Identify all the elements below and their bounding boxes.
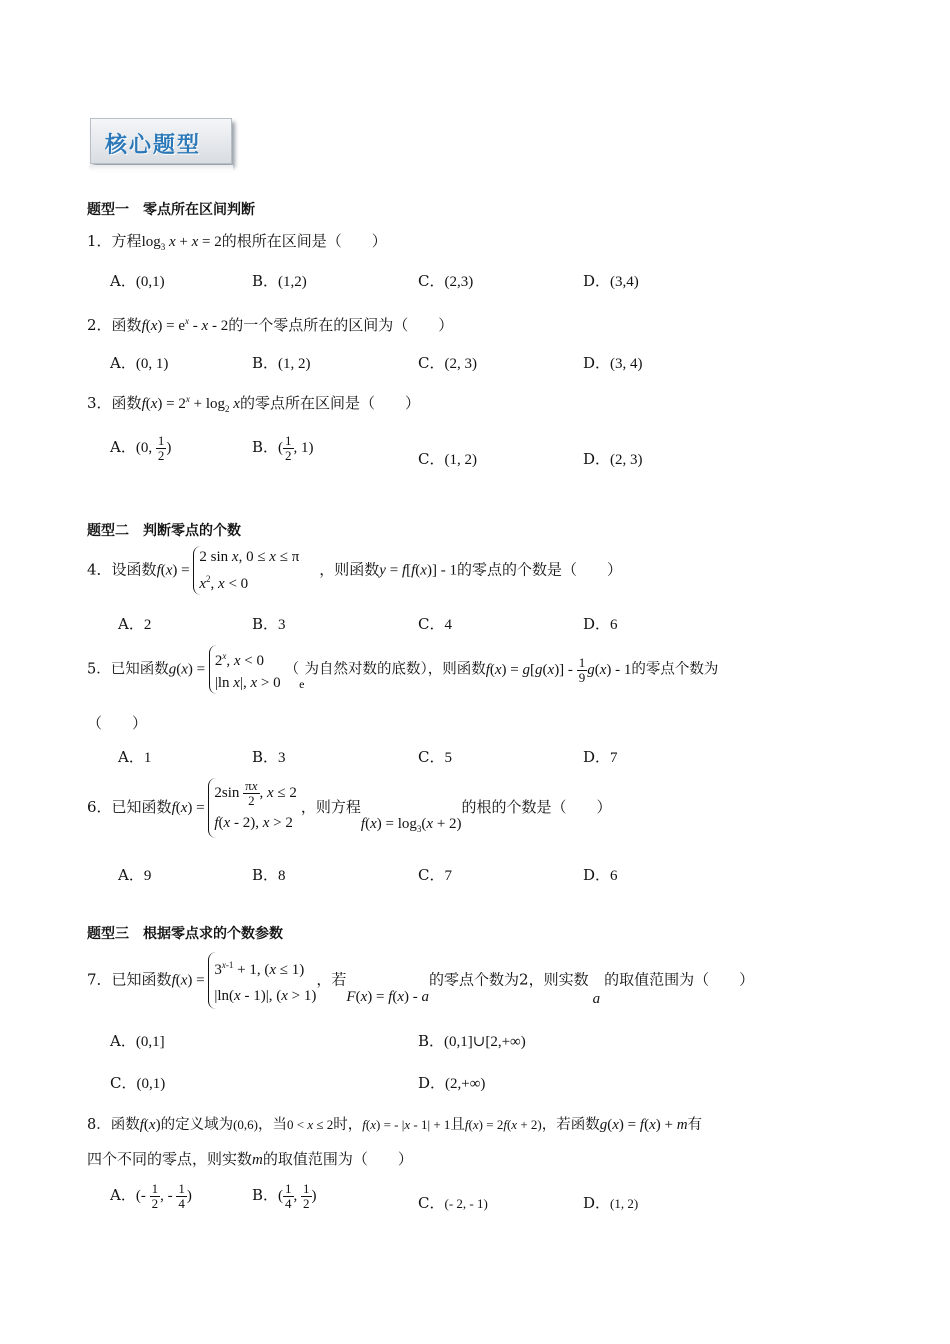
q6-option-d[interactable]: D．6 [583,866,618,884]
question-5: 5．已知函数$g(x) = 2^x$, x < 0 |ln x|, x > 0（e为自然对数的底数），则函数f(x) = g[g(x)] - $\frac{1}{9}$ g(x) - 1的零点个数为 [87,645,718,694]
q8-option-d[interactable]: D．(1, 2) [583,1194,639,1212]
question-1: 1．方程$\log_3 x + x = 2$的根所在区间是（ ） [87,232,387,252]
q1-option-c[interactable]: C．(2,3) [418,272,474,290]
q7-option-b[interactable]: B．(0,1]∪[2,+∞) [418,1032,526,1050]
q4-option-a[interactable]: A．2 [118,615,152,633]
q8-option-a[interactable]: A．(- $\frac{1}{2}$ , - $\frac{1}{4}$ ) [110,1181,192,1211]
q6-option-c[interactable]: C．7 [418,866,452,884]
q7-option-c[interactable]: C．(0,1) [110,1074,166,1092]
q8-option-c[interactable]: C．(- 2, - 1) [418,1194,488,1212]
question-2: 2．函数$f(x) = e^x - x - 2$的一个零点所在的区间为（ ） [87,316,454,334]
q3-option-a[interactable]: A．(0, $\frac{1}{2}$ ) [110,433,172,463]
q4-option-d[interactable]: D．6 [583,615,618,633]
q5-option-c[interactable]: C．5 [418,748,452,766]
q2-option-d[interactable]: D．(3, 4) [583,354,643,372]
q8-option-b[interactable]: B．( $\frac{1}{4}$ , $\frac{1}{2}$ ) [252,1181,317,1211]
q5-option-a[interactable]: A．1 [118,748,152,766]
q6-option-b[interactable]: B．8 [252,866,286,884]
q1-option-d[interactable]: D．(3,4) [583,272,639,290]
q3-option-c[interactable]: C．(1, 2) [418,450,477,468]
q3-option-d[interactable]: D．(2, 3) [583,450,643,468]
question-7: 7．已知函数$f(x) = 3^{x-1} + 1$, (x ≤ 1) |ln(x - 1)|, (x > 1)，若F(x) = f(x) - a的零点个数为2，则实数a的取值范围为（ ） [87,952,754,1009]
q5-answer-paren: （ ） [87,714,148,732]
q6-option-a[interactable]: A．9 [118,866,152,884]
question-8: 8．函数f(x)的定义域为(0,6)，当0 < x ≤ 2时，f(x) = - |x - 1| + 1且f(x) = 2f(x + 2)，若函数g(x) = f(x) + m有 [87,1117,703,1133]
q4-option-b[interactable]: B．3 [252,615,286,633]
section-badge [90,118,232,164]
q5-option-b[interactable]: B．3 [252,748,286,766]
question-6: 6．已知函数f(x) = 2sin $\frac{\pi x}{2}$ , x ≤ 2 f(x - 2), x > 2，则方程$f(x) = \log_3(x + 2)$的根的个数是（ ） [87,778,612,838]
q5-option-d[interactable]: D．7 [583,748,618,766]
badge-title: 核心题型 [105,132,202,158]
section-title-3: 题型三 根据零点求的个数参数 [87,926,283,942]
section-title-1: 题型一 零点所在区间判断 [87,202,255,218]
q2-option-a[interactable]: A．(0, 1) [110,354,169,372]
q7-option-a[interactable]: A．(0,1] [110,1032,165,1050]
question-3: 3．函数$f(x) = 2^x + \log_2 x$的零点所在区间是（ ） [87,394,420,414]
q3-option-b[interactable]: B．( $\frac{1}{2}$ , 1) [252,433,314,463]
q2-option-c[interactable]: C．(2, 3) [418,354,477,372]
q1-option-a[interactable]: A．(0,1) [110,272,165,290]
q4-option-c[interactable]: C．4 [418,615,452,633]
q1-option-b[interactable]: B．(1,2) [252,272,307,290]
q7-option-d[interactable]: D．(2,+∞) [418,1074,486,1092]
q2-option-b[interactable]: B．(1, 2) [252,354,311,372]
question-4: 4．设函数f(x) = 2 sin x, 0 ≤ x ≤ π $x^2$, x < 0，则函数y = f[f(x)] - 1的零点的个数是（ ） [87,546,622,595]
section-title-2: 题型二 判断零点的个数 [87,523,241,539]
question-8-line2: 四个不同的零点，则实数m的取值范围为（ ） [87,1150,413,1168]
